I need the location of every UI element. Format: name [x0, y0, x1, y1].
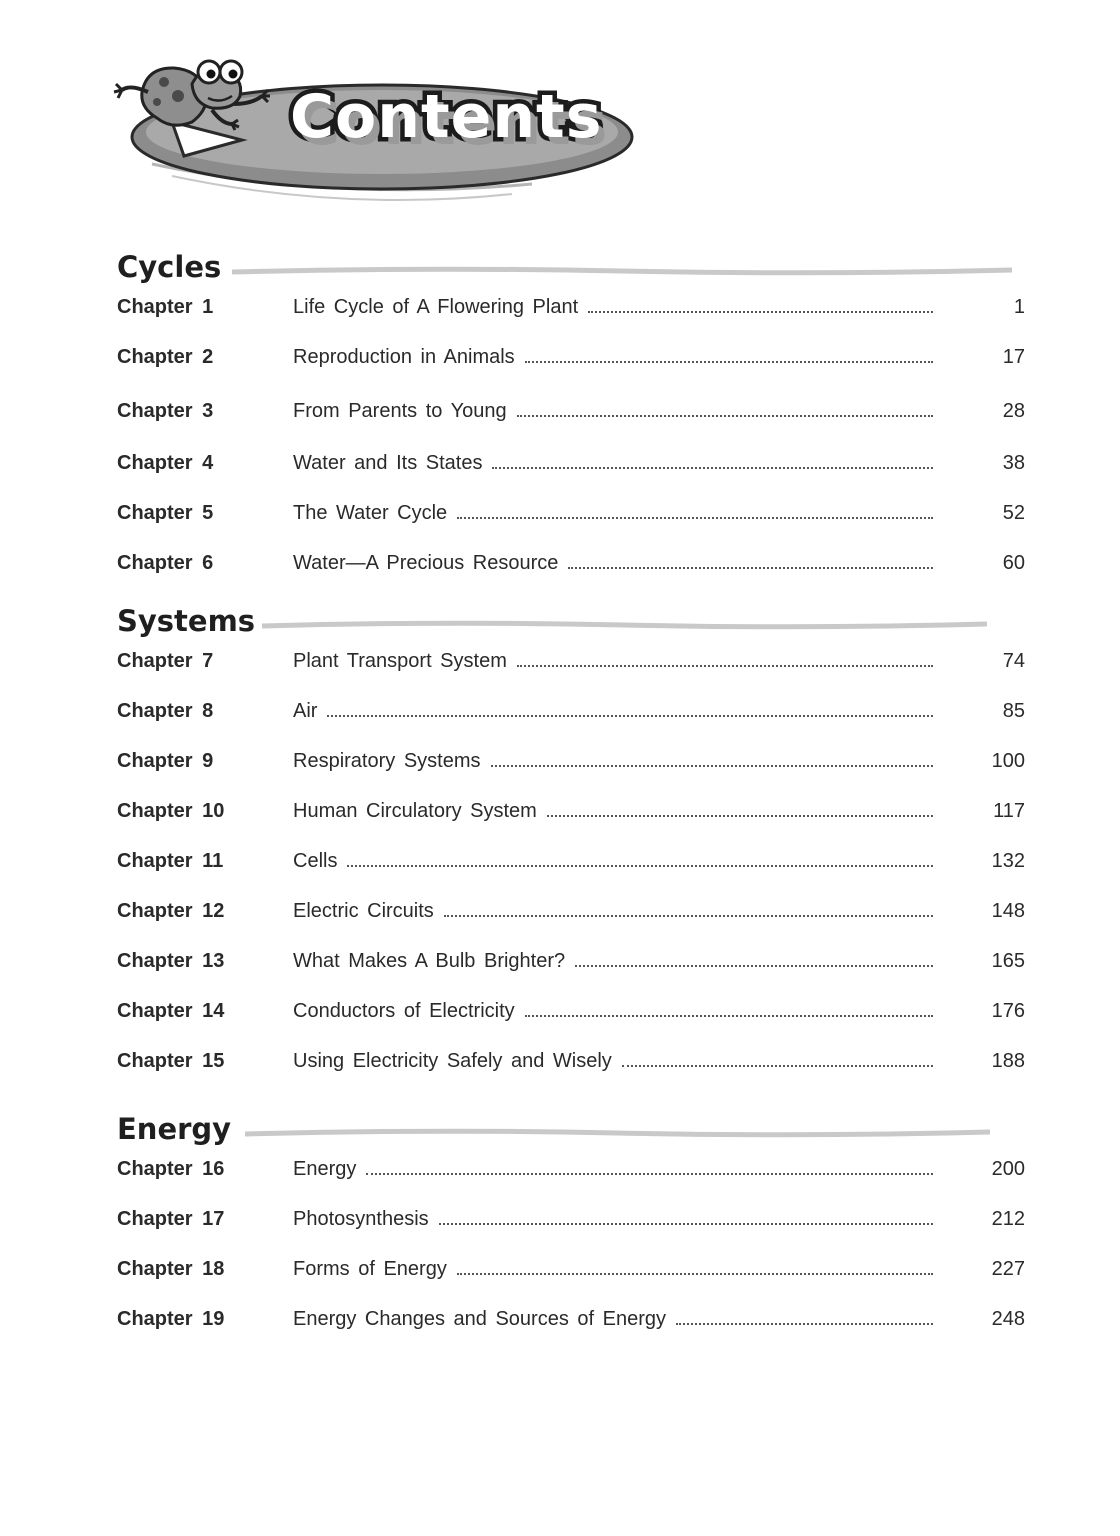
- chapter-title: What Makes A Bulb Brighter?: [293, 948, 933, 974]
- section-title: Systems: [117, 604, 256, 638]
- chapter-number: Chapter 11: [117, 850, 224, 872]
- toc-row[interactable]: [0, 1156, 1120, 1206]
- chapter-number: Chapter 1: [117, 296, 214, 318]
- chapter-title: Energy Changes and Sources of Energy: [293, 1306, 933, 1332]
- page-number: 28: [1002, 400, 1025, 422]
- chapter-title: Air: [293, 698, 933, 724]
- chapter-number: Chapter 19: [117, 1308, 225, 1330]
- section-divider: [232, 266, 1012, 276]
- chapter-title: Water and Its States: [293, 450, 933, 476]
- section-divider: [262, 620, 987, 630]
- chapter-title: From Parents to Young: [293, 398, 933, 424]
- page-number: 212: [991, 1208, 1025, 1230]
- chapter-title: Life Cycle of A Flowering Plant: [293, 294, 933, 320]
- chapter-title: Human Circulatory System: [293, 798, 933, 824]
- dot-leader: [457, 517, 933, 519]
- contents-title: Contents: [290, 82, 603, 152]
- chapter-number: Chapter 10: [117, 800, 225, 822]
- toc-row[interactable]: [0, 798, 1120, 848]
- page-number: 148: [991, 900, 1025, 922]
- dot-leader: [491, 765, 934, 767]
- toc-row[interactable]: [0, 500, 1120, 550]
- dot-leader: [568, 567, 933, 569]
- toc-row[interactable]: [0, 450, 1120, 500]
- dot-leader: [622, 1065, 933, 1067]
- dot-leader: [517, 415, 933, 417]
- chapter-title: Energy: [293, 1156, 933, 1182]
- chapter-title: Water—A Precious Resource: [293, 550, 933, 576]
- chapter-number: Chapter 9: [117, 750, 214, 772]
- page-number: 38: [1002, 452, 1025, 474]
- page-number: 60: [1002, 552, 1025, 574]
- chapter-title: Respiratory Systems: [293, 748, 933, 774]
- chapter-number: Chapter 4: [117, 452, 214, 474]
- toc-row[interactable]: [0, 1206, 1120, 1256]
- dot-leader: [676, 1323, 933, 1325]
- chapter-number: Chapter 13: [117, 950, 225, 972]
- page-number: 100: [991, 750, 1025, 772]
- chapter-number: Chapter 6: [117, 552, 214, 574]
- toc-row[interactable]: [0, 998, 1120, 1048]
- section-energy: [0, 1112, 1120, 1356]
- chapter-number: Chapter 16: [117, 1158, 225, 1180]
- chapter-title: Cells: [293, 848, 933, 874]
- dot-leader: [492, 467, 933, 469]
- section-divider: [245, 1128, 990, 1138]
- page-number: 52: [1002, 502, 1025, 524]
- page-number: 17: [1002, 346, 1025, 368]
- toc-row[interactable]: [0, 550, 1120, 600]
- dot-leader: [444, 915, 933, 917]
- chapter-title: Plant Transport System: [293, 648, 933, 674]
- chapter-title: Reproduction in Animals: [293, 344, 933, 370]
- section-cycles: [0, 250, 1120, 600]
- chapter-title: Using Electricity Safely and Wisely: [293, 1048, 933, 1074]
- dot-leader: [525, 1015, 933, 1017]
- page-number: 200: [991, 1158, 1025, 1180]
- toc-row[interactable]: [0, 698, 1120, 748]
- chapter-number: Chapter 5: [117, 502, 214, 524]
- page-number: 132: [991, 850, 1025, 872]
- dot-leader: [517, 665, 933, 667]
- chapter-number: Chapter 14: [117, 1000, 225, 1022]
- chapter-title: Forms of Energy: [293, 1256, 933, 1282]
- toc-row[interactable]: [0, 1256, 1120, 1306]
- toc-row[interactable]: [0, 948, 1120, 998]
- page-number: 1: [1013, 296, 1025, 318]
- chapter-number: Chapter 17: [117, 1208, 225, 1230]
- section-title: Cycles: [117, 250, 222, 284]
- toc-row[interactable]: [0, 848, 1120, 898]
- dot-leader: [575, 965, 933, 967]
- dot-leader: [347, 865, 933, 867]
- dot-leader: [457, 1273, 933, 1275]
- chapter-title: Conductors of Electricity: [293, 998, 933, 1024]
- section-title: Energy: [117, 1112, 232, 1146]
- dot-leader: [547, 815, 933, 817]
- chapter-number: Chapter 12: [117, 900, 225, 922]
- toc-row[interactable]: [0, 1048, 1120, 1098]
- dot-leader: [327, 715, 933, 717]
- dot-leader: [366, 1173, 933, 1175]
- dot-leader: [525, 361, 933, 363]
- page-number: 227: [991, 1258, 1025, 1280]
- chapter-title: The Water Cycle: [293, 500, 933, 526]
- toc-row[interactable]: [0, 648, 1120, 698]
- toc-row[interactable]: [0, 898, 1120, 948]
- chapter-title: Electric Circuits: [293, 898, 933, 924]
- dot-leader: [588, 311, 933, 313]
- dot-leader: [439, 1223, 933, 1225]
- page-number: 74: [1002, 650, 1025, 672]
- section-systems: [0, 604, 1120, 1098]
- toc-row[interactable]: [0, 398, 1120, 450]
- page-number: 85: [1002, 700, 1025, 722]
- page-number: 248: [991, 1308, 1025, 1330]
- toc-row[interactable]: [0, 748, 1120, 798]
- chapter-title: Photosynthesis: [293, 1206, 933, 1232]
- toc-row[interactable]: [0, 1306, 1120, 1356]
- page-number: 117: [993, 800, 1025, 822]
- chapter-number: Chapter 2: [117, 346, 214, 368]
- chapter-number: Chapter 7: [117, 650, 214, 672]
- page-number: 188: [991, 1050, 1025, 1072]
- toc-row[interactable]: [0, 294, 1120, 344]
- toc-row[interactable]: [0, 344, 1120, 394]
- contents-header: [112, 52, 672, 212]
- page-number: 176: [991, 1000, 1025, 1022]
- chapter-number: Chapter 8: [117, 700, 214, 722]
- chapter-number: Chapter 15: [117, 1050, 225, 1072]
- page-number: 165: [991, 950, 1025, 972]
- chapter-number: Chapter 3: [117, 400, 214, 422]
- chapter-number: Chapter 18: [117, 1258, 225, 1280]
